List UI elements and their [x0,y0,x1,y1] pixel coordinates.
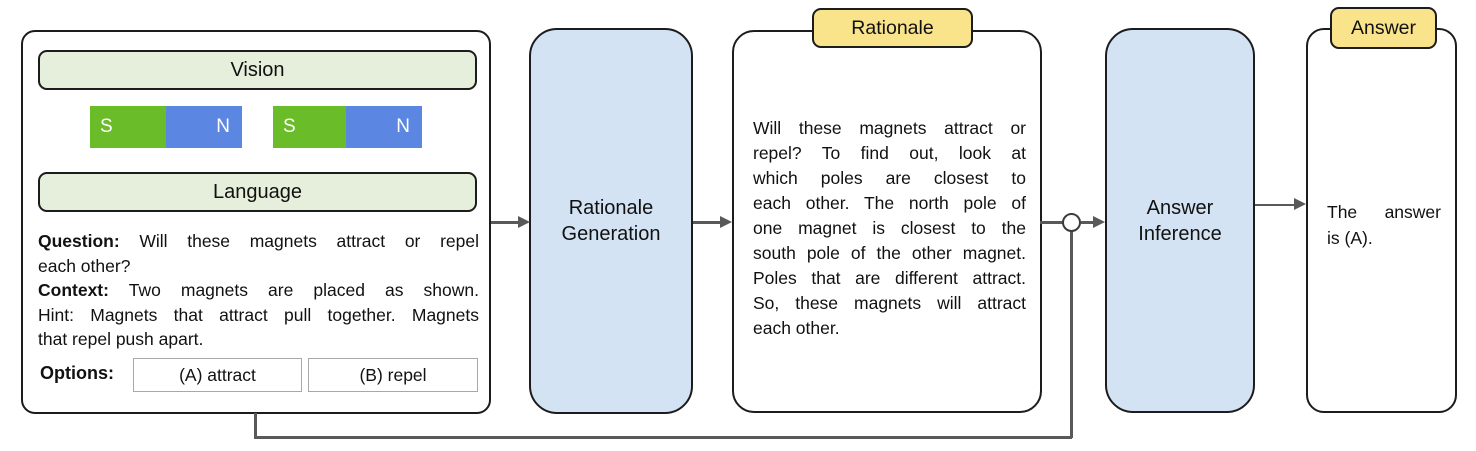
context-label: Context: [38,280,109,300]
rationale-line: Poles that are different attract. [753,268,1026,288]
rationale-text [753,116,1026,341]
question-context-text [38,229,479,352]
rationale-line: So, these magnets will attract [753,293,1026,313]
answer-text [1327,199,1441,251]
input-panel [21,30,491,414]
magnet-1-south-pole [90,106,166,148]
vision-header [38,50,477,90]
magnet-2 [273,106,422,148]
rationale-generation-label-line2: Generation [561,223,661,245]
feedback-line-horizontal [254,436,1072,439]
answer-inference-label-line2: Inference [1138,222,1222,245]
option-b-box [308,358,478,392]
answer-tab-label: Answer [1350,16,1417,39]
rationale-tab-label: Rationale [851,16,934,39]
arrow-right-icon [518,216,530,228]
arrow-right-icon [1093,216,1105,228]
rationale-generation-label-line1: Rationale [568,197,654,219]
rationale-to-junction-line [1040,221,1064,224]
answer-tab [1330,7,1437,49]
context-line-3: that repel push apart. [38,329,204,349]
rationale-tab [812,8,973,48]
arrow-right-icon [1294,198,1306,210]
language-label: Language [213,180,302,203]
vision-label: Vision [230,58,285,81]
answer-line-2: is (A). [1327,228,1373,248]
arrow-input-to-generation-line [491,221,520,224]
option-b-label: (B) repel [359,364,427,385]
north-pole-label: N [216,116,230,137]
magnet-2-south-pole [273,106,346,148]
rationale-line: each other. The north pole of [753,193,1026,213]
rationale-line: Will these magnets attract or [753,118,1026,138]
magnet-2-north-pole [346,106,422,148]
feedback-line-left-vertical [254,413,257,438]
south-pole-label: S [100,116,113,137]
answer-line-1: The answer [1327,202,1441,222]
answer-inference-label-line1: Answer [1146,196,1214,219]
feedback-line-right-vertical [1070,230,1073,438]
options-label: Options: [40,363,114,383]
arrow-inference-to-answer-line [1255,204,1295,207]
question-label: Question: [38,231,120,251]
rationale-line: south pole of the other magnet. [753,243,1026,263]
south-pole-label: S [283,116,296,137]
arrow-right-icon [720,216,732,228]
magnet-1 [90,106,242,148]
rationale-output-box [732,30,1042,413]
answer-output-box [1306,28,1457,413]
option-a-box [133,358,302,392]
magnet-1-north-pole [166,106,242,148]
rationale-line: which poles are closest to [753,168,1026,188]
north-pole-label: N [396,116,410,137]
junction-node-icon [1062,213,1081,232]
question-line-2: each other? [38,255,131,276]
option-a-label: (A) attract [179,364,256,385]
rationale-generation-box [529,28,693,414]
rationale-line: repel? To find out, look at [753,143,1026,163]
rationale-line: each other. [753,318,840,338]
question-line-1: Question: Will these magnets attract or repel [38,231,479,251]
arrow-generation-to-rationale-line [693,221,721,224]
language-header [38,172,477,212]
context-line-2: Hint: Magnets that attract pull together. Magnets [38,304,479,325]
rationale-line: one magnet is closest to the [753,218,1026,238]
answer-inference-box [1105,28,1255,413]
context-line-1: Context: Two magnets are placed as shown. [38,280,479,300]
